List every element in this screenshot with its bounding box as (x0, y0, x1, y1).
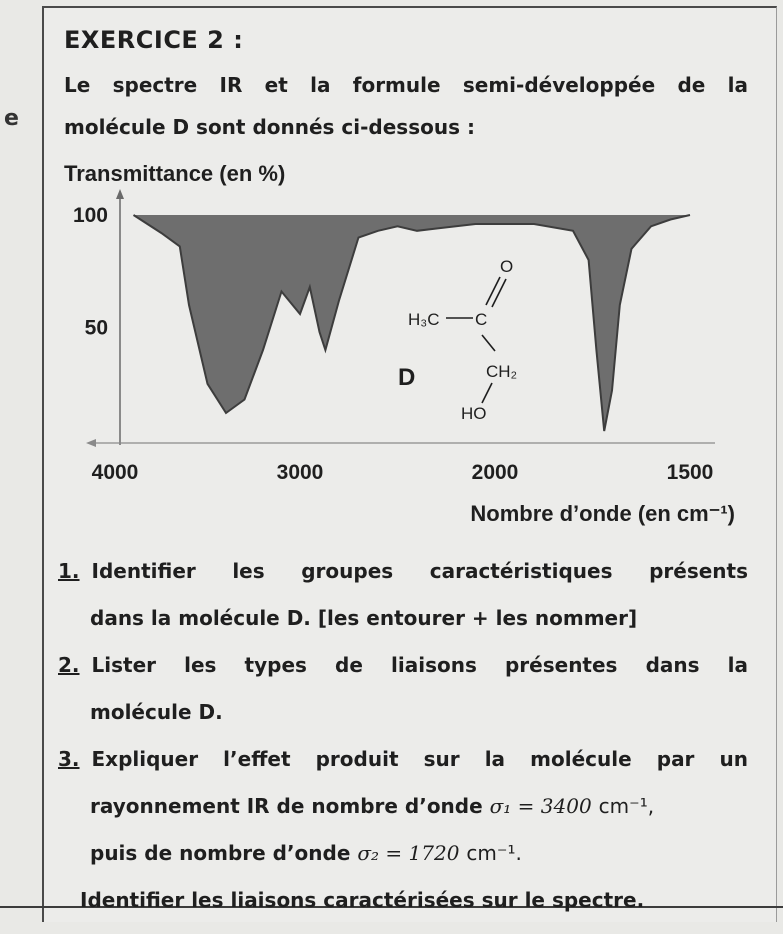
double-bond-1 (486, 277, 500, 305)
question-1-line-2: dans la molécule D. [les entourer + les nommer] (90, 606, 638, 630)
x-axis-label: Nombre d’onde (en cm⁻¹) (470, 501, 735, 526)
molecule-d (398, 257, 517, 423)
question-2-line-2: molécule D. (90, 700, 223, 724)
ch2-oh-bond (482, 383, 492, 403)
question-3-number: 3. (58, 747, 80, 771)
sigma-1-value: σ₁ = 3400 (489, 794, 592, 818)
question-2-number: 2. (58, 653, 80, 677)
question-2-line-1: Lister les types de liaisons présentes dans la (91, 653, 748, 677)
x-axis-arrow (86, 439, 96, 447)
question-1 (58, 548, 748, 642)
y-axis-arrow (116, 189, 124, 199)
ir-spectrum-chart (50, 145, 750, 535)
question-1-number: 1. (58, 559, 80, 583)
carbonyl-carbon: C (475, 310, 488, 329)
y-tick-label: 50 (84, 316, 108, 340)
y-tick-label: 100 (72, 204, 108, 227)
sigma-2-unit: cm⁻¹. (466, 841, 522, 865)
margin-mark: e (4, 106, 19, 131)
exercise-title: EXERCICE 2 : (64, 26, 244, 54)
hydroxyl-group: HO (461, 404, 487, 423)
intro-text (64, 64, 748, 148)
question-2 (58, 642, 748, 736)
question-3 (58, 736, 748, 924)
methylene-group: CH₂ (486, 362, 518, 381)
question-3-line-2: rayonnement IR de nombre d’onde (90, 794, 483, 818)
intro-line-1: Le spectre IR et la formule semi-développée de la (64, 73, 748, 97)
x-tick-label: 1500 (666, 461, 714, 484)
intro-line-2: molécule D sont donnés ci-dessous : (64, 115, 475, 139)
x-tick-label: 2000 (471, 461, 519, 484)
molecule-label: D (398, 364, 416, 391)
question-3-line-3: puis de nombre d’onde (90, 841, 351, 865)
double-bond-2 (492, 279, 506, 307)
oxygen-atom: O (500, 257, 514, 276)
questions (58, 548, 748, 924)
sigma-2-value: σ₂ = 1720 (357, 841, 460, 865)
c-ch2-bond (482, 335, 495, 351)
sigma-1-unit: cm⁻¹, (598, 794, 655, 818)
question-3-line-4: Identifier les liaisons caractérisées sur le spectre. (80, 888, 645, 912)
x-tick-label: 4000 (91, 461, 139, 484)
x-tick-label: 3000 (276, 461, 324, 484)
methyl-group: H₃C (408, 310, 440, 329)
chart-title: Transmittance (en %) (64, 161, 286, 186)
question-3-line-1: Expliquer l’effet produit sur la molécule par un (91, 747, 748, 771)
question-1-line-1: Identifier les groupes caractéristiques présents (91, 559, 748, 583)
